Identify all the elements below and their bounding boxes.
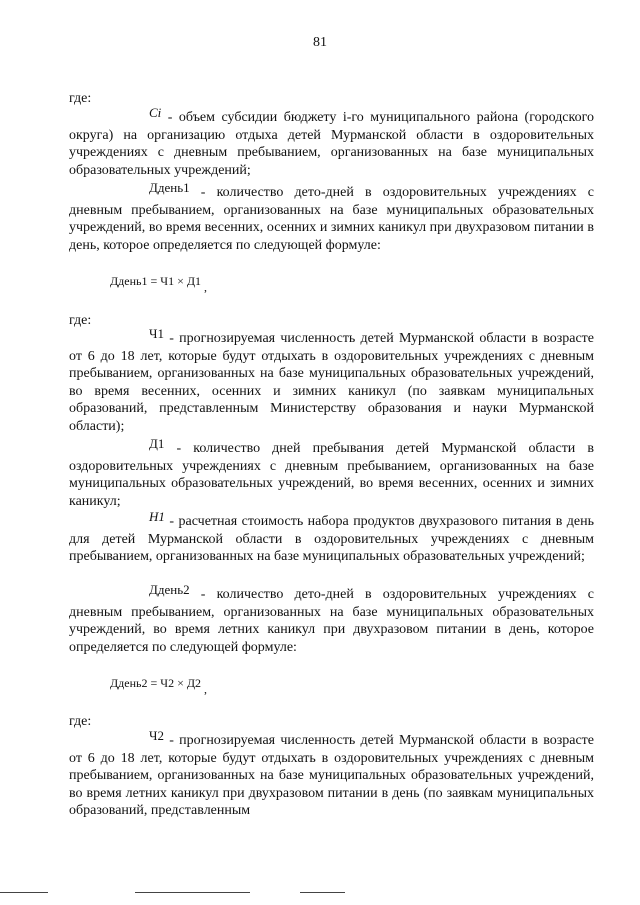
definition-ch2 bbox=[69, 728, 594, 820]
definition-dden2 bbox=[69, 582, 594, 656]
symbol-n1: Н1 bbox=[149, 509, 165, 524]
definition-ch1 bbox=[69, 326, 594, 435]
definition-dden2-text: - количество дето-дней в оздоровительных учреждениях с дневным пребыванием, организованных на базе муниципальных образовательных учреждений, во время летних каникул при двухразовом питании в день, которое определяется по следующей формуле: bbox=[69, 587, 594, 655]
where-label-2: где: bbox=[69, 313, 92, 328]
footer-rule-3 bbox=[300, 892, 345, 893]
symbol-d1: Д1 bbox=[149, 436, 165, 451]
formula-dden1 bbox=[110, 273, 208, 294]
formula-dden2-comma: , bbox=[204, 682, 208, 696]
definition-n1 bbox=[69, 509, 595, 566]
where-label-3: где: bbox=[69, 714, 92, 729]
formula-dden2-text: Ддень2 = Ч2 × Д2 bbox=[110, 676, 202, 690]
footer-rule-2 bbox=[135, 892, 250, 893]
definition-d1-text: - количество дней пребывания детей Мурманской области в оздоровительных учреждениях с дневным пребыванием, организованных на базе муниципальных образовательных учреждений, во время весенних, осенних и зимних каникул; bbox=[69, 441, 595, 509]
symbol-ch2: Ч2 bbox=[149, 728, 164, 743]
formula-dden1-comma: , bbox=[204, 280, 208, 294]
definition-ch2-text: - прогнозируемая численность детей Мурманской области в возрасте от 6 до 18 лет, которые будут отдыхать в оздоровительных учреждениях с дневным пребыванием, организованных на базе муниципальных образовательных учреждений, во время летних каникул при двухразовом питании в день (по заявкам муниципальных образований, представленным bbox=[69, 733, 594, 818]
definition-n1-text: - расчетная стоимость набора продуктов двухразового питания в день для детей Мурманской области в оздоровительных учреждениях с дневным пребыванием, организованных на базе муниципальных образовательных учреждений; bbox=[69, 514, 595, 564]
symbol-dden1: Ддень1 bbox=[149, 180, 190, 195]
formula-dden1-text: Ддень1 = Ч1 × Д1 bbox=[110, 274, 202, 288]
formula-dden2 bbox=[110, 675, 208, 696]
page-number: 81 bbox=[313, 35, 327, 50]
definition-ch1-text: - прогнозируемая численность детей Мурманской области в возрасте от 6 до 18 лет, которые будут отдыхать в оздоровительных учреждениях с дневным пребыванием, организованных на базе муниципальных образовательных учреждений, во время весенних, осенних и зимних каникул (по заявкам муниципальных образований, представленным Министерству образования и науки Мурманской области); bbox=[69, 331, 594, 434]
symbol-dden2: Ддень2 bbox=[149, 582, 190, 597]
definition-dden1-text: - количество дето-дней в оздоровительных учреждениях с дневным пребыванием, организованных на базе муниципальных образовательных учреждений, во время весенних, осенних и зимних каникул при двухразовом питании в день, которое определяется по следующей формуле: bbox=[69, 185, 594, 253]
symbol-ci: Ci bbox=[149, 105, 162, 120]
definition-d1 bbox=[69, 436, 595, 510]
footer-rule-1 bbox=[0, 892, 48, 893]
symbol-ch1: Ч1 bbox=[149, 326, 164, 341]
definition-ci-text: - объем субсидии бюджету i-го муниципального района (городского округа) на организацию отдыха детей Мурманской области в оздоровительных учреждениях с дневным пребыванием, организованных на базе муниципальных образовательных учреждений; bbox=[69, 110, 595, 178]
definition-dden1 bbox=[69, 180, 594, 254]
definition-ci bbox=[69, 105, 595, 179]
where-label-1: где: bbox=[69, 91, 92, 106]
